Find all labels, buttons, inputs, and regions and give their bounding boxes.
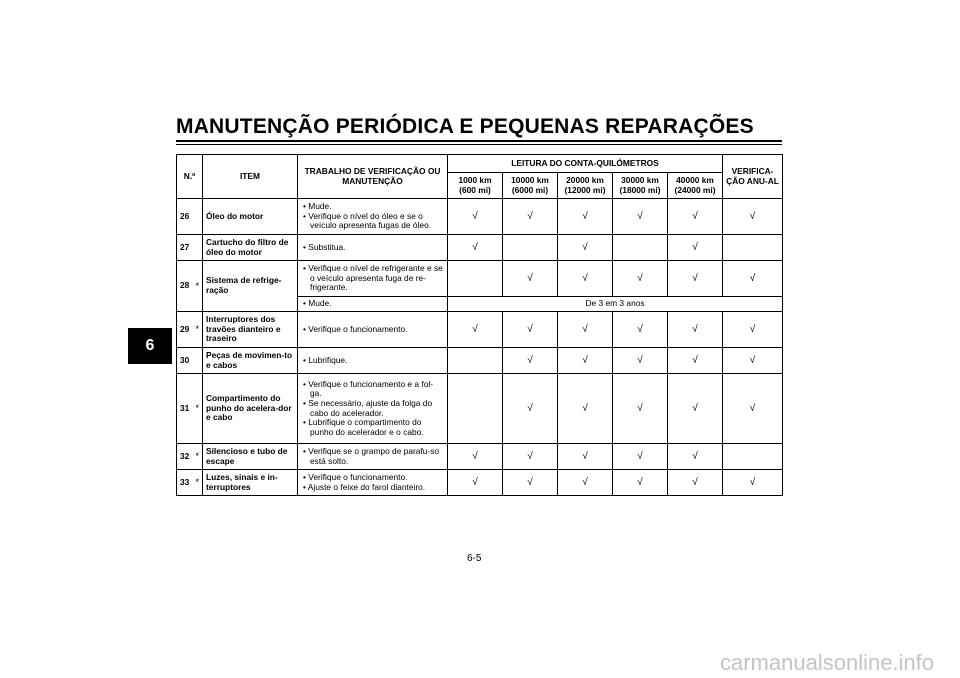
odo-km: 40000 km [676,174,714,185]
row-work [298,297,448,312]
row-work [298,199,448,235]
header-no: N.º [177,155,203,199]
table-row [177,444,783,470]
row-work [298,235,448,261]
odo-mi: (24000 mi) [674,184,716,195]
check-mark: √ [723,312,783,348]
header-work: TRABALHO DE VERIFICAÇÃO OU MANUTENÇÃO [298,155,448,199]
work-step: • Verifique se o grampo de parafu-so está solto. [303,445,440,466]
row-mark: * [193,470,203,496]
table-row [177,348,783,374]
check-mark: √ [613,261,668,297]
check-empty [723,444,783,470]
table-row [177,199,783,235]
check-mark: √ [448,444,503,470]
check-mark: √ [723,199,783,235]
chapter-tab: 6 [128,328,172,364]
check-mark: √ [558,312,613,348]
check-mark: √ [723,261,783,297]
check-mark: √ [613,470,668,496]
work-step: • Mude. [303,298,332,309]
check-mark: √ [503,261,558,297]
check-mark: √ [503,374,558,444]
check-mark: √ [668,444,723,470]
row-mark: * [193,444,203,470]
header-annual-check: VERIFICA-ÇÃO ANU-AL [723,155,783,199]
check-mark: √ [448,470,503,496]
header-odo-3 [558,173,613,199]
check-mark: √ [613,444,668,470]
row-item: Sistema de refrige-ração [203,261,298,312]
header-odo-5 [668,173,723,199]
check-mark: √ [613,374,668,444]
row-number: 32 [177,444,193,470]
work-step: • Mude. [303,201,332,212]
check-empty [723,235,783,261]
row-work [298,261,448,297]
check-mark: √ [448,235,503,261]
header-odometer: LEITURA DO CONTA-QUILÓMETROS [448,155,723,173]
table-row [177,235,783,261]
row-work [298,470,448,496]
row-number: 33 [177,470,193,496]
check-mark: √ [558,199,613,235]
row-item: Luzes, sinais e in-terruptores [203,470,298,496]
check-mark: √ [558,235,613,261]
check-empty [448,348,503,374]
title-rule-thin [176,144,782,145]
check-empty [503,235,558,261]
table-row [177,261,783,297]
check-mark: √ [558,374,613,444]
table-row [177,312,783,348]
check-mark: √ [668,470,723,496]
check-mark: √ [723,470,783,496]
work-step: • Verifique o funcionamento e a fol-ga. [303,378,434,399]
row-mark [193,348,203,374]
odo-km: 10000 km [511,174,549,185]
check-mark: √ [503,444,558,470]
work-step: • Verifique o funcionamento. [303,471,408,482]
header-odo-4 [613,173,668,199]
check-mark: √ [668,312,723,348]
check-empty [448,374,503,444]
header-odo-2 [503,173,558,199]
row-work [298,374,448,444]
row-number: 29 [177,312,193,348]
check-mark: √ [448,199,503,235]
row-number: 27 [177,235,193,261]
check-mark: √ [668,261,723,297]
odo-mi: (18000 mi) [619,184,661,195]
row-item: Cartucho do filtro de óleo do motor [203,235,298,261]
odo-mi: (12000 mi) [564,184,606,195]
row-mark [193,235,203,261]
check-mark: √ [668,348,723,374]
row-number: 30 [177,348,193,374]
row-number: 28 [177,261,193,312]
check-mark: √ [558,444,613,470]
check-mark: √ [503,348,558,374]
odo-mi: (6000 mi) [511,184,549,195]
check-mark: √ [668,235,723,261]
maintenance-table [176,154,783,496]
odo-mi: (600 mi) [459,184,491,195]
check-mark: √ [558,348,613,374]
check-mark: √ [503,470,558,496]
row-mark: * [193,374,203,444]
row-mark [193,199,203,235]
work-step: • Ajuste o feixe do farol dianteiro. [303,481,426,492]
row-item: Silencioso e tubo de escape [203,444,298,470]
row-item: Óleo do motor [203,199,298,235]
row-work [298,348,448,374]
odo-km: 30000 km [621,174,659,185]
header-odo-1 [448,173,503,199]
check-empty [613,235,668,261]
page-number: 6-5 [467,553,482,564]
row-mark: * [193,312,203,348]
check-mark: √ [558,261,613,297]
odo-km: 1000 km [458,174,492,185]
check-mark: √ [613,199,668,235]
check-mark: √ [503,312,558,348]
table-row [177,470,783,496]
work-step: • Verifique o nível do óleo e se o veículo apresenta fugas de óleo. [303,210,432,231]
row-mark: * [193,261,203,312]
check-mark: √ [613,348,668,374]
check-mark: √ [448,312,503,348]
check-mark: √ [613,312,668,348]
table-row [177,374,783,444]
interval-note: De 3 em 3 anos [448,297,783,312]
odo-km: 20000 km [566,174,604,185]
check-empty [448,261,503,297]
check-mark: √ [503,199,558,235]
work-step: • Substitua. [303,241,346,252]
work-step: • Se necessário, ajuste da folga do cabo do acelerador. [303,397,433,418]
check-mark: √ [723,374,783,444]
check-mark: √ [668,199,723,235]
row-item: Interruptores dos travões dianteiro e traseiro [203,312,298,348]
row-work [298,444,448,470]
row-number: 26 [177,199,193,235]
row-item: Peças de movimen-to e cabos [203,348,298,374]
watermark: carmanualsonline.info [720,650,935,675]
page-title: MANUTENÇÃO PERIÓDICA E PEQUENAS REPARAÇÕES [176,115,754,138]
work-step: • Verifique o nível de refrigerante e se o veículo apresenta fuga de re-frigerante. [303,263,443,293]
header-item: ITEM [203,155,298,199]
row-item: Compartimento do punho do acelera-dor e cabo [203,374,298,444]
check-mark: √ [558,470,613,496]
row-number: 31 [177,374,193,444]
title-rule [176,140,782,142]
work-step: • Lubrifique o compartimento do punho do acelerador e o cabo. [303,417,424,437]
row-work [298,312,448,348]
check-mark: √ [723,348,783,374]
work-step: • Lubrifique. [303,354,348,365]
work-step: • Verifique o funcionamento. [303,323,408,334]
check-mark: √ [668,374,723,444]
